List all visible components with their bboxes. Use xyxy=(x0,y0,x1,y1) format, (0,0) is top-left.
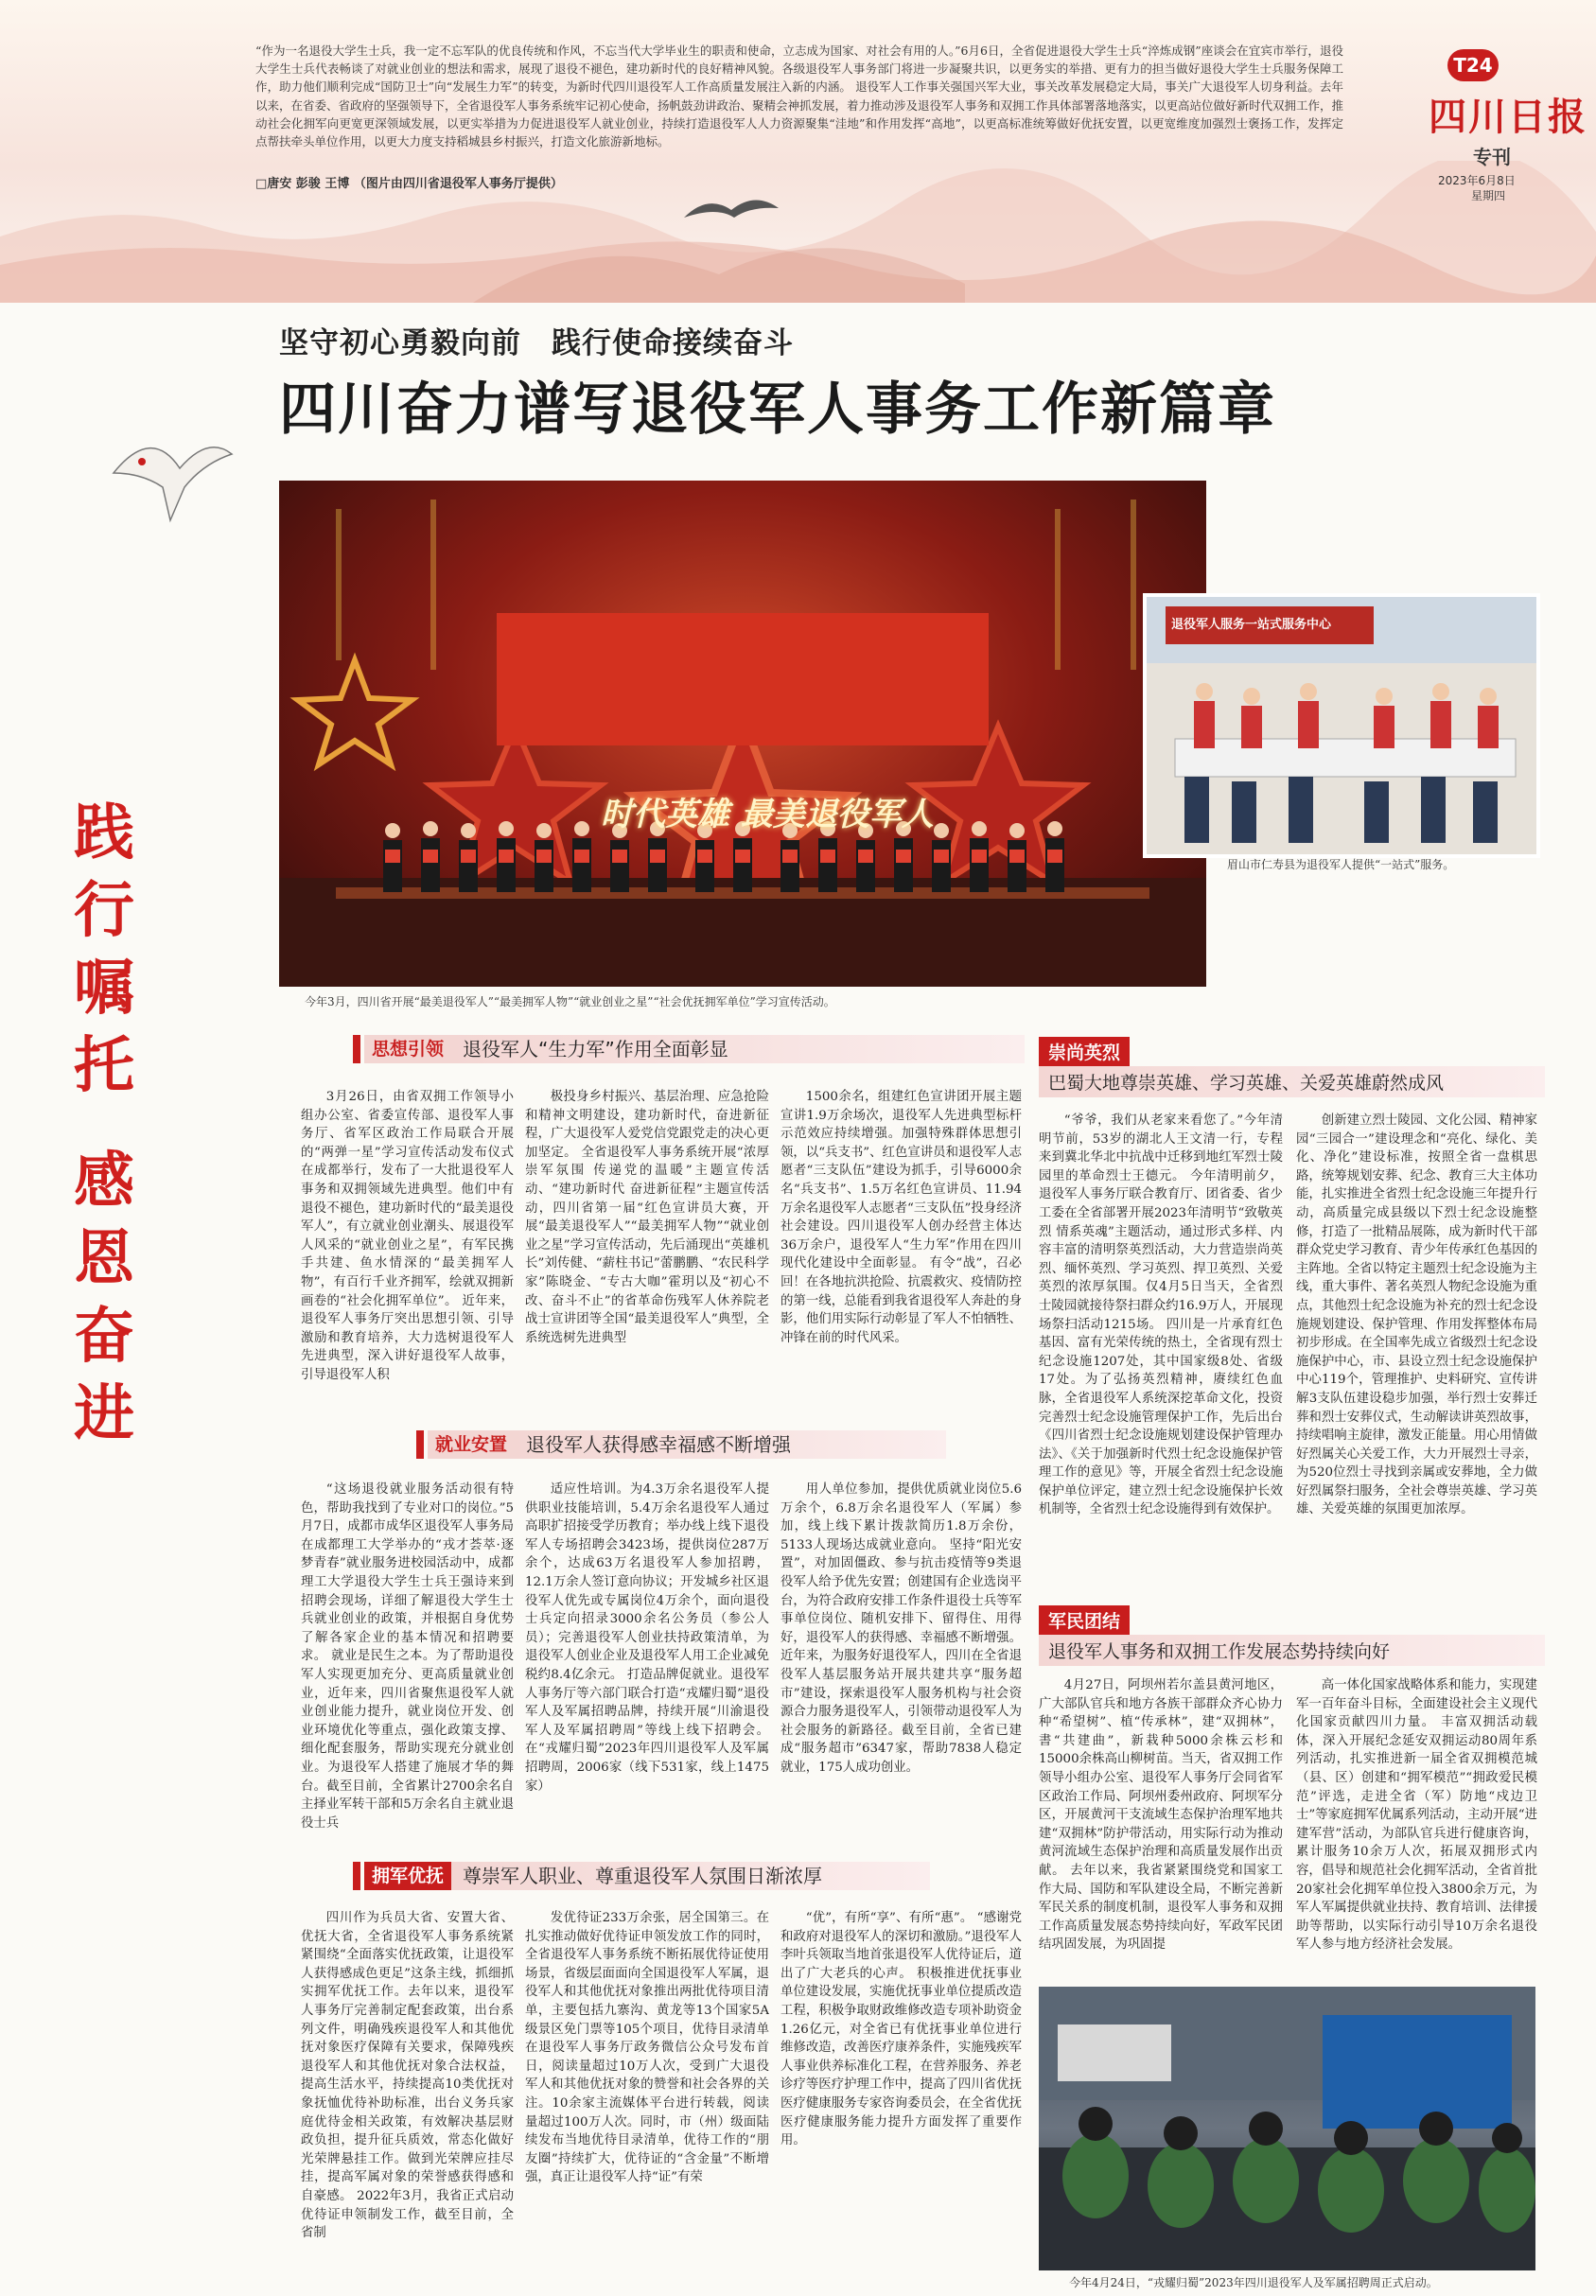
slogan-char: 践 xyxy=(74,797,134,868)
section-heading-heroes xyxy=(1039,1037,1545,1097)
section-title: 巴蜀大地尊崇英雄、学习英雄、关爱英雄蔚然成风 xyxy=(1039,1066,1545,1097)
section-heading-military-support xyxy=(353,1862,930,1890)
paragraph: 4月27日，阿坝州若尔盖县黄河地区，广大部队官兵和地方各族干部群众齐心协力种“希望树”、植“传承林”，建“双拥林”，書“共建曲”，新栽种5000余株云杉和15000余株高山柳树苗。当天，省双拥工作领导小组办公室、退役军人事务厅会同省军区政治工作局、阿坝州委州政府、阿坝军分区，开展黄河干支流域生态保护治理军地共建“双拥林”防护带活动，用实际行动为推动黄河流域生态保护治理和高质量发展作出贡献。 去年以来，我省紧紧围绕党和国家工作大局、国防和军队建设全局，不断完善新军民关系的制度机制，退役军人事务和双拥工作高质量发展态势持续向好，军政军民团结巩固发展，为巩固提 xyxy=(1039,1678,1283,1953)
article-column xyxy=(301,1909,514,2283)
paragraph: 发优待证233万余张，居全国第三。在扎实推动做好优待证申领发放工作的同时，全省退役军人事务系统不断拓展优待证使用场景，省级层面面向全国退役军人军属，退役军人和其他优抚对象推出两批优待项目清单，主要包括九寨沟、黄龙等13个国家5A级景区免门票等105个项目，优待目录清单在退役军人事务厅政务微信公众号发布首日，阅读量超过10万人次，受到广大退役军人和其他优抚对象的赞誉和社会各界的关注。10余家主流媒体平台进行转载，阅读量超过100万人次。同时，市（州）级面陆续发布当地优待目录清单，优待工作的“朋友圈”持续扩大，优待证的“含金量”不断增强，真正让退役军人持“证”有荣 xyxy=(525,1911,769,2185)
paragraph: 1500余名，组建红色宣讲团开展主题宣讲1.9万余场次，退役军人先进典型标杆示范效应持续增强。加强特殊群体思想引领，以“兵支书”、红色宣讲员和退役军人志愿者“三支队伍”建设为抓手，引导6000余名“兵支书”、1.5万名红色宣讲员、11.94万余名退役军人志愿者“三支队伍”投身经济社会建设。四川退役军人创办经营主体达36万余户，退役军人“生力军”作用在四川现代化建设中全面彰显。 有令“战”，召必回！在各地抗洪抢险、抗震救灾、疫情防控的第一线，总能看到我省退役军人奔赴的身影，他们用实际行动彰显了军人不怕牺牲、冲锋在前的时代风采。 xyxy=(780,1090,1022,1345)
section-title: 退役军人事务和双拥工作发展态势持续向好 xyxy=(1039,1635,1545,1666)
section-tag: 崇尚英烈 xyxy=(1039,1037,1130,1066)
newspaper-masthead: 四川日报 xyxy=(1429,95,1587,139)
paragraph: 3月26日，由省双拥工作领导小组办公室、省委宣传部、退役军人事务厅、省军区政治工作局联合开展的“两弹一星”学习宣传活动发布仪式在成都举行，发布了一大批退役军人事务和双拥领域先进典型。他们中有退役不褪色，建功新时代的“最美退役军人”，有立就业创业潮头、展退役军人风采的“就业创业之星”，有军民携手共建、鱼水情深的“最美拥军人物”，有百行千业齐拥军，绘就双拥新画卷的“社会化拥军单位”。 近年来，退役军人事务厅突出思想引领、引导激励和教育培养，大力选树退役军人先进典型，深入讲好退役军人故事，引导退役军人积 xyxy=(301,1090,514,1382)
stage-banner-text: 时代英雄 最美退役军人 xyxy=(601,796,934,833)
page-number-badge: T24 xyxy=(1447,49,1499,81)
service-center-photo xyxy=(1143,593,1540,858)
article-column xyxy=(1296,1676,1537,1974)
slogan-char: 感 xyxy=(74,1146,134,1217)
paragraph: “优”，有所“享”、有所“惠”。 “感谢党和政府对退役军人的深切和激励。”退役军人李叶兵领取当地首张退役军人优待证后，道出了广大老兵的心声。 积极推进优抚事业单位建设发展，实施优抚事业单位提质改造工程，积极争取财政维修改造专项补助资金1.26亿元，对全省已有优抚事业单位进行维修改造，改善医疗康养条件，实施残疾军人事业供养标准化工程，在营养服务、养老诊疗等医疗护理工作中，提高了四川省优抚医疗健康服务专家咨询委员会，在全省优抚医疗健康服务能力提升方面发挥了重要作用。 xyxy=(780,1911,1022,2148)
heading-accent-bar xyxy=(353,1035,360,1063)
section-title: 退役军人“生力军”作用全面彰显 xyxy=(451,1035,1025,1063)
slogan-gap xyxy=(66,1105,142,1143)
article-column xyxy=(1039,1676,1283,1974)
heading-accent-bar xyxy=(353,1862,360,1890)
heading-accent-bar xyxy=(416,1430,424,1459)
paragraph: 适应性培训。为4.3万余名退役军人提供职业技能培训，5.4万余名退役军人通过高职扩招接受学历教育；举办线上线下退役军人专场招聘会3423场，提供岗位287万余个，达成63万名退役军人参加招聘，12.1万余人签订意向协议；开发城乡社区退役军人优先或专属岗位4万余个，面向退役士兵定向招录3000余名公务员（参公人员）；完善退役军人创业扶持政策清单，为退役军人创业企业及退役军人用工企业减免税约8.4亿余元。 打造品牌促就业。退役军人事务厅等六部门联合打造“戎耀归蜀”退役军人及军属招聘品牌，持续开展“川渝退役军人及军属招聘周”等线上线下招聘会。在“戎耀归蜀”2023年四川退役军人及军属招聘周，2006家（线下531家，线上1475家） xyxy=(525,1482,769,1794)
section-tag: 思想引领 xyxy=(364,1035,451,1063)
article-column xyxy=(525,1088,769,1443)
byline: □唐安 彭骏 王博 （图片由四川省退役军人事务厅提供） xyxy=(255,177,563,191)
paragraph: 四川作为兵员大省、安置大省、优抚大省，全省退役军人事务系统紧紧围绕“全面落实优抚政策，让退役军人获得感成色更足”这条主线，抓细抓实拥军优抚工作。去年以来，退役军人事务厅完善制定配套政策，出台系列文件，明确残疾退役军人和其他优抚对象医疗保障有关要求，保障残疾退役军人和其他优抚对象合法权益，提高生活水平，持续提高10类优抚对象抚恤优待补助标准，出台义务兵家庭优待金相关政策，有效解决基层财政负担，提升征兵质效，常态化做好光荣牌悬挂工作。做到光荣牌应挂尽挂，提高军属对象的荣誉感获得感和自豪感。 2022年3月，我省正式启动优待证申领制发工作，截至目前，全省制 xyxy=(301,1911,514,2241)
job-fair-photo-caption: 今年4月24日，“戎耀归蜀”2023年四川退役军人及军属招聘周正式启动。 xyxy=(1069,2276,1438,2289)
inset-banner-text: 退役军人服务一站式服务中心 xyxy=(1171,618,1332,632)
article-column xyxy=(525,1481,769,1859)
section-tag: 军民团结 xyxy=(1039,1605,1130,1635)
paragraph: 高一体化国家战略体系和能力，实现建军一百年奋斗目标，全面建设社会主义现代化国家贡献四川力量。 丰富双拥活动载体，深入开展纪念延安双拥运动80周年系列活动，扎实推进新一届全省双拥模范城（县、区）创建和“拥军模范”“拥政爱民模范”评选，走进全省（军）防地“戍边卫士”等家庭拥军优属系列活动，主动开展“进建军营”活动，为部队官兵进行健康咨询，累计服务10余万人次，拓展双拥形式内容，倡导和规范社会化拥军活动，全省首批20家社会化拥军单位投入3800余万元，为军人军属提供就业扶持、教育培训、法律援助等帮助，以实际行动引导10万余名退役军人参与地方经济社会发展。 xyxy=(1296,1678,1537,1953)
slogan-char: 托 xyxy=(74,1030,134,1101)
article-column xyxy=(1296,1112,1537,1575)
article-column xyxy=(780,1481,1022,1859)
job-fair-photo xyxy=(1039,1987,1535,2270)
article-column xyxy=(780,1088,1022,1443)
slogan-char: 进 xyxy=(74,1378,134,1449)
section-tag: 就业安置 xyxy=(428,1430,515,1459)
paragraph: 创新建立烈士陵园、文化公园、精神家园“三园合一”建设理念和“亮化、绿化、美化、净化”建设标准，按照全省一盘棋思路，统筹规划安葬、纪念、教育三大主体功能，扎实推进全省烈士纪念设施三年提升行动，高质量完成县级以下烈士纪念设施整修，打造了一批精品展陈，成为新时代干部群众党史学习教育、青少年传承红色基因的主阵地。全省以特定主题烈士纪念设施为主线，重大事件、著名英烈人物纪念设施为重点，其他烈士纪念设施为补充的烈士纪念设施规划建设、保护管理、作用发挥整体布局初步形成。在全国率先成立省级烈士纪念设施保护中心，市、县设立烈士纪念设施保护中心119个，管理推护、史料研究、宣传讲解3支队伍建设稳步加强，举行烈士安葬迁葬和烈士安葬仪式，生动解读讲英烈故事，持续唱响主旋律，激发正能量。用心用情做好烈属关心关爱工作，大力开展烈士寻亲，为520位烈士寻找到亲属或安葬地，全力做好烈属祭扫服务，全社会尊崇英雄、学习英雄、关爱英雄的氛围更加浓厚。 xyxy=(1296,1113,1537,1517)
section-heading-employment xyxy=(416,1430,946,1459)
slogan-char: 行 xyxy=(74,875,134,946)
paragraph: “这场退役就业服务活动很有特色，帮助我找到了专业对口的岗位。”5月7日，成都市成华区退役军人事务局在成都理工大学举办的“戎才荟萃·逐梦青春”就业服务进校园活动中，成都理工大学退役大学生士兵王强诗来到招聘会现场，详细了解退役大学生士兵就业创业的政策，并根据自身优势了解各家企业的基本情况和招聘要求。 就业是民生之本。为了帮助退役军人实现更加充分、更高质量就业创业，近年来，四川省聚焦退役军人就业创业能力提升，就业岗位开发、创业环境优化等重点，强化政策支撑、细化配套服务，帮助实现充分就业创业。为退役军人搭建了施展才华的舞台。截至目前，全省累计2700余名自主择业军转干部和5万余名自主就业退役士兵 xyxy=(301,1482,514,1831)
paragraph: 极投身乡村振兴、基层治理、应急抢险和精神文明建设，建功新时代，奋进新征程，广大退役军人爱党信党跟党走的决心更加坚定。 全省退役军人事务系统开展“浓厚崇军氛围 传递党的温暖”主题宣传活动、“建功新时代 奋进新征程”主题宣传活动，四川省第一届“红色宣讲员大赛，开展“最美退役军人”“最美拥军人物”“就业创业之星”学习宣传活动，先后涌现出“英雄机长”刘传健、“薪柱书记”蕾鹏鹏、“农民科学家”陈晓金、“专古大咖”霍玥以及“初心不改、奋斗不止”的省革命伤残军人休养院老战士宣讲团等全国“最美退役军人”典型，全系统选树先进典型 xyxy=(525,1090,769,1345)
section-heading-thought-guidance xyxy=(353,1035,1025,1063)
slogan-char: 恩 xyxy=(74,1223,134,1294)
slogan-char: 嘱 xyxy=(74,953,134,1024)
paragraph: 用人单位参加，提供优质就业岗位5.6万余个，6.8万余名退役军人（军属）参加，线上线下累计拨款简历1.8万余份，5133人现场达成就业意向。 坚持“阳光安置”，对加固僵政、参与抗击疫情等9类退役军人给予优先安置；创建国有企业选岗平台，为符合政府安排工作条件退役士兵等军事单位岗位、随机安排下、留得住、用得好，退役军人的获得感、幸福感不断增强。 近年来，为服务好退役军人，四川在全省退役军人基层服务站开展共建共享“服务超市”建设，探索退役军人服务机构与社会资源合力服务退役军人，引领带动退役军人为社会服务的新路径。截至目前，全省已建成“服务超市”6347家，帮助7838人稳定就业，175人成功创业。 xyxy=(780,1482,1022,1775)
award-ceremony-photo xyxy=(279,481,1206,987)
section-heading-unity xyxy=(1039,1605,1545,1666)
article-headline: 四川奋力谱写退役军人事务工作新篇章 xyxy=(279,377,1276,443)
article-column xyxy=(525,1909,769,2283)
vertical-slogan xyxy=(66,795,142,1453)
article-column xyxy=(301,1481,514,1859)
section-tag: 拥军优抚 xyxy=(364,1862,451,1890)
issue-date: 2023年6月8日 xyxy=(1438,174,1516,187)
article-column xyxy=(780,1909,1022,2283)
section-title: 尊崇军人职业、尊重退役军人氛围日渐浓厚 xyxy=(451,1862,930,1890)
crane-icon xyxy=(679,189,783,227)
article-subtitle: 坚守初心勇毅向前 践行使命接续奋斗 xyxy=(279,326,794,360)
service-center-illustration xyxy=(1147,597,1536,854)
stage-illustration xyxy=(279,481,1206,987)
paragraph: “爷爷，我们从老家来看您了。”今年清明节前，53岁的湖北人王文清一行，专程来到冀北华北中抗战中迁移到地红军烈士陵园里的革命烈士王德元。 今年清明前夕，退役军人事务厅联合教育厅、团省委、省少工委在全省部署开展2023年清明节“致敬英烈 情系英魂”主题活动，通过形式多样、内容丰富的清明祭英烈活动，大力营造崇尚英烈、缅怀英烈、学习英烈、捍卫英烈、关爱英烈的浓厚氛围。仅4月5日当天，全省烈士陵园就接待祭扫群众约16.9万人，开展现场祭扫活动1215场。 四川是一片承育红色基因、富有光荣传统的热土，全省现有烈士纪念设施1207处，其中国家级8处、省级17处。为了弘扬英烈精神，赓续红色血脉，全省退役军人系统深挖革命文化，投资完善烈士纪念设施管理保护工作，先后出台《四川省烈士纪念设施规划建设保护管理办法》、《关于加强新时代烈士纪念设施保护管理工作的意见》等，开展全省烈士纪念设施保护单位评定，建立烈士纪念设施保护长效机制等，全省烈士纪念设施得到有效保护。 xyxy=(1039,1113,1283,1517)
job-fair-illustration xyxy=(1039,1987,1535,2270)
section-title: 退役军人获得感幸福感不断增强 xyxy=(515,1430,946,1459)
article-column xyxy=(301,1088,514,1443)
crane-icon xyxy=(104,416,237,530)
inset-photo-caption: 眉山市仁寿县为退役军人提供“一站式”服务。 xyxy=(1227,858,1455,871)
section-label: 专刊 xyxy=(1473,146,1511,168)
intro-paragraph: “作为一名退役大学生士兵，我一定不忘军队的优良传统和作风，不忘当代大学毕业生的职责和使命，立志成为国家、对社会有用的人。”6月6日，全省促进退役大学生士兵“淬炼成钢”座谈会在宜宾市举行，退役大学生士兵代表畅谈了对就业创业的想法和需求，展现了退役不褪色，建功新时代的良好精神风貌。各级退役军人事务部门将进一步凝聚共识，以更务实的举措、更有力的担当做好退役大学生士兵服务保障工作，助力他们顺利完成“国防卫士”向“发展生力军”的转变，为新时代四川退役军人工作高质量发展注入新的内涵。 退役军人工作事关强国兴军大业，事关改革发展稳定大局，事关广大退役军人切身利益。去年以来，在省委、省政府的坚强领导下，全省退役军人事务系统牢记初心使命，扬帆鼓劲讲政治、聚精会神抓发展，着力推动涉及退役军人事务和双拥工作具体部署落地落实，以更高站位做好新时代双拥工作，推动社会化拥军向更宽更深领域发展，以更实举措为力促进退役军人就业创业，持续打造退役军人人力资源聚集“洼地”和作用发挥“高地”，以更高标准统筹做好优抚安置，以更宽维度加强烈士褒扬工作，发挥定点帮扶牵头单位作用，以更大力度支持稻城县乡村振兴，打造文化旅游新地标。 xyxy=(255,44,1344,149)
slogan-char: 奋 xyxy=(74,1301,134,1372)
article-column xyxy=(1039,1112,1283,1575)
stage-photo-caption: 今年3月，四川省开展“最美退役军人”“最美拥军人物”“就业创业之星”“社会优抚拥军单位”学习宣传活动。 xyxy=(305,995,835,1008)
header-mountain-art xyxy=(0,161,1596,303)
issue-weekday: 星期四 xyxy=(1471,189,1506,202)
